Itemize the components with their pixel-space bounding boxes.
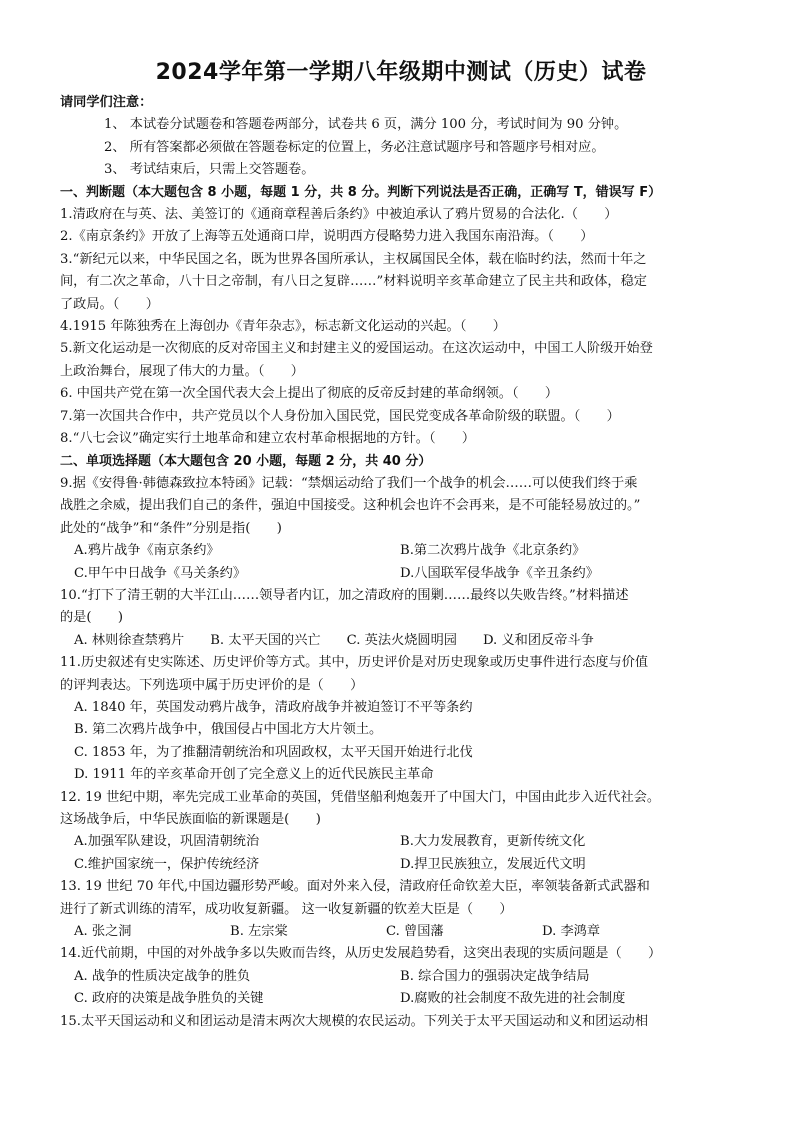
question-1	[60, 204, 742, 226]
option-a: A. 林则徐查禁鸦片	[74, 632, 185, 648]
question-text: 战胜之余威，提出我们自己的条件，强迫中国接受。这种机会也许不会再来，是不可能轻易放过的。”	[60, 498, 641, 514]
question-3	[60, 249, 742, 316]
option-c: C. 1853 年，为了推翻清朝统治和巩固政权，太平天国开始进行北伐	[74, 744, 473, 760]
option-c: C.维护国家统一，保护传统经济	[74, 856, 260, 872]
question-14	[60, 943, 742, 1010]
question-8	[60, 428, 742, 450]
question-text: 此处的“战争”和“条件”分别是指( )	[60, 520, 282, 536]
option-a: A.加强军队建设，巩固清朝统治	[74, 834, 260, 850]
question-text: 15.太平天国运动和义和团运动是清末两次大规模的农民运动。下列关于太平天国运动和义和团运动相	[60, 1013, 649, 1029]
question-text: 进行了新式训练的清军，成功收复新疆。 这一收复新疆的钦差大臣是（ ）	[60, 901, 513, 917]
question-4	[60, 316, 742, 338]
question-text: 6. 中国共产党在第一次全国代表大会上提出了彻底的反帝反封建的革命纲领。（ ）	[60, 386, 559, 402]
option-b: B. 左宗棠	[230, 924, 288, 940]
option-row	[60, 966, 742, 988]
option-row	[60, 630, 742, 652]
question-9	[60, 473, 742, 585]
question-text: 8.“八七会议”确定实行土地革命和建立农村革命根据地的方针。（ ）	[60, 431, 476, 447]
section-heading-multiple-choice: 二、单项选择题（本大题包含 20 小题，每题 2 分，共 40 分）	[60, 453, 432, 469]
question-text: 间，有二次之革命，八十日之帝制，有八日之复辟……”材料说明辛亥革命建立了民主共和政体，稳定	[60, 274, 647, 290]
option-a: A. 战争的性质决定战争的胜负	[74, 968, 251, 984]
option-row	[60, 854, 742, 876]
question-text: 14.近代前期，中国的对外战争多以失败而告终，从历史发展趋势看，这突出表现的实质问题是（ ）	[60, 946, 662, 962]
question-text: 12. 19 世纪中期，率先完成工业革命的英国，凭借坚船利炮轰开了中国大门，中国由此步入近代社会。	[60, 789, 661, 805]
option-row	[60, 988, 742, 1010]
question-10	[60, 585, 742, 652]
section-heading-true-false: 一、判断题（本大题包含 8 小题，每题 1 分，共 8 分。判断下列说法是否正确，正确写 T，错误写 F）	[60, 184, 662, 200]
option-b: B. 综合国力的强弱决定战争结局	[400, 968, 590, 984]
notice-item: 2、 所有答案都必须做在答题卷标定的位置上，务必注意试题序号和答题序号相对应。	[104, 139, 605, 155]
question-text: 7.第一次国共合作中，共产党员以个人身份加入国民党，国民党变成各革命阶级的联盟。（ ）	[60, 408, 620, 424]
option-a: A.鸦片战争《南京条约》	[74, 543, 220, 559]
question-13	[60, 876, 742, 943]
question-2	[60, 226, 742, 248]
notice-heading: 请同学们注意：	[60, 95, 153, 110]
exam-page	[60, 58, 742, 1033]
question-text: 11.历史叙述有史实陈述、历史评价等方式。其中，历史评价是对历史现象或历史事件进行态度与价值	[60, 655, 649, 671]
option-c: C.甲午中日战争《马关条约》	[74, 565, 247, 581]
option-row	[60, 540, 742, 562]
question-12	[60, 787, 742, 877]
question-11	[60, 652, 742, 786]
question-text: 的评判表达。下列选项中属于历史评价的是（ ）	[60, 677, 364, 693]
question-text: 4.1915 年陈独秀在上海创办《青年杂志》，标志新文化运动的兴起。（ ）	[60, 319, 506, 335]
question-text: 10.“打下了清王朝的大半江山……领导者内讧，加之清政府的围剿……最终以失败告终。”材料描述	[60, 587, 629, 603]
question-15	[60, 1011, 742, 1033]
option-d: D. 李鸿章	[542, 924, 601, 940]
question-text: 的是( )	[60, 610, 124, 626]
question-7	[60, 406, 742, 428]
option-d: D.八国联军侵华战争《辛丑条约》	[400, 565, 599, 581]
option-row	[60, 563, 742, 585]
option-b: B.大力发展教育，更新传统文化	[400, 834, 586, 850]
question-text: 1.清政府在与英、法、美签订的《通商章程善后条约》中被迫承认了鸦片贸易的合法化.（ ）	[60, 207, 618, 223]
notice-item: 3、 考试结束后，只需上交答题卷。	[104, 162, 315, 178]
option-d: D.捍卫民族独立，发展近代文明	[400, 856, 586, 872]
option-c: C. 曾国藩	[386, 924, 444, 940]
question-text: 2.《南京条约》开放了上海等五处通商口岸，说明西方侵略势力进入我国东南沿海。（ ）	[60, 229, 594, 245]
question-text: 上政治舞台，展现了伟大的力量。（ ）	[60, 363, 304, 379]
option-c: C. 英法火烧圆明园	[346, 632, 457, 648]
option-b: B. 第二次鸦片战争中，俄国侵占中国北方大片领土。	[74, 722, 383, 738]
option-b: B. 太平天国的兴亡	[210, 632, 321, 648]
question-text: 3.“新纪元以来，中华民国之名，既为世界各国所承认，主权属国民全体，载在临时约法，然而十年之	[60, 251, 647, 267]
option-a: A. 1840 年，英国发动鸦片战争，清政府战争并被迫签订不平等条约	[74, 699, 473, 715]
option-d: D. 1911 年的辛亥革命开创了完全意义上的近代民族民主革命	[74, 767, 434, 783]
option-d: D. 义和团反帝斗争	[482, 632, 594, 648]
question-text: 这场战争后，中华民族面临的新课题是( )	[60, 812, 321, 827]
question-text: 9.据《安得鲁·韩德森致拉本特函》记载：“禁烟运动给了我们一个战争的机会……可以使我们终于乘	[60, 475, 638, 491]
question-6	[60, 383, 742, 405]
option-d: D.腐败的社会制度不敌先进的社会制度	[400, 991, 626, 1007]
option-b: B.第二次鸦片战争《北京条约》	[400, 543, 586, 559]
option-row	[60, 921, 742, 943]
question-5	[60, 338, 742, 383]
question-text: 5.新文化运动是一次彻底的反对帝国主义和封建主义的爱国运动。在这次运动中，中国工人阶级开始登	[60, 341, 653, 357]
option-a: A. 张之洞	[74, 924, 132, 940]
notice-item: 1、 本试卷分试题卷和答题卷两部分，试卷共 6 页，满分 100 分，考试时间为 90 分钟。	[104, 117, 628, 133]
question-text: 13. 19 世纪 70 年代,中国边疆形势严峻。面对外来入侵，清政府任命钦差大臣，率领装备新式武器和	[60, 879, 650, 895]
option-row	[60, 831, 742, 853]
exam-title: 2024学年第一学期八年级期中测试（历史）试卷	[155, 60, 647, 85]
option-c: C. 政府的决策是战争胜负的关键	[74, 991, 264, 1007]
question-text: 了政局。（ ）	[60, 296, 159, 312]
